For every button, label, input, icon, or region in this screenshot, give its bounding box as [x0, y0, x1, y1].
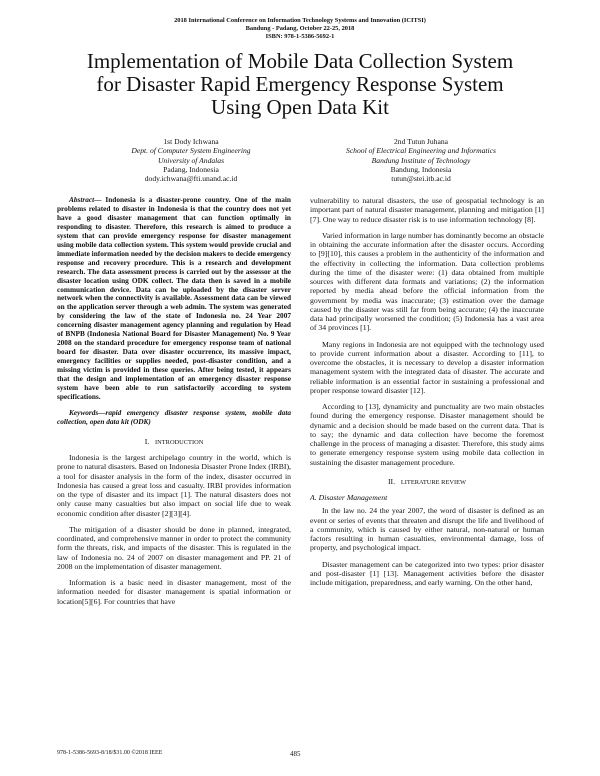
title-line-3: Using Open Data Kit [211, 95, 389, 119]
author-city: Padang, Indonesia [163, 164, 219, 174]
author-email[interactable]: tutun@stei.itb.ac.id [391, 174, 451, 184]
author-department: School of Electrical Engineering and Informatics [346, 146, 496, 156]
conference-name: 2018 International Conference on Information Technology Systems and Innovation (ICITSI) [174, 17, 426, 24]
paragraph: The mitigation of a disaster should be done in planned, integrated, coordinated, and comprehensive manner in order to protect the community form the threats, risk, and impacts of the disaster. This is regulated in the law of Indonesia no. 24 of 2007 on disaster management and PP. 21 of 2008 on the implementation of disaster management. [57, 524, 291, 571]
section-number: I. [144, 436, 150, 446]
right-column [310, 196, 544, 594]
title-line-1: Implementation of Mobile Data Collection System [86, 49, 514, 73]
author-block-2 [306, 137, 536, 183]
keywords-text: —rapid emergency disaster response system, mobile data collection, open data kit (ODK) [57, 407, 291, 426]
author-university: University of Andalas [157, 155, 225, 165]
paragraph: Information is a basic need in disaster management, most of the information needed for disaster management is spatial information or location[5][6]. For countries that have [57, 578, 291, 606]
author-email[interactable]: dody.ichwana@fti.unand.ac.id [144, 174, 238, 184]
section-title: LITERATURE REVIEW [400, 478, 467, 486]
paragraph: In the law no. 24 the year 2007, the word of disaster is defined as an event or series of events that threaten and disrupt the life and livelihood of a community, which is caused by either natural, non-natural or human factors resulting in human casualties, environmental damage, loss of property, and psychological impact. [310, 506, 544, 553]
section-heading-introduction [57, 437, 291, 447]
paragraph: vulnerability to natural disasters, the use of geospatial technology is an important part of natural disaster management, planning and mitigation [1][7]. One way to reduce disaster risk is to use information technology [8]. [310, 196, 544, 224]
author-city: Bandung, Indonesia [390, 164, 452, 174]
paragraph: Many regions in Indonesia are not equipped with the technology used to provide current information about a disaster. According to [11], to overcome the obstacles, it is necessary to develop a disaster information management system with the integrated data of disaster. The accurate and reliable information is an essential factor in sustaining a professional and proper response toward disaster [12]. [310, 339, 544, 395]
copyright-footer: 978-1-5386-5693-8/18/$31.00 ©2018 IEEE [57, 750, 163, 756]
paper-title [40, 50, 560, 119]
subsection-heading: A. Disaster Management [310, 493, 388, 502]
section-heading-literature-review [310, 477, 544, 487]
page-number: 485 [290, 750, 301, 758]
abstract [57, 196, 291, 402]
conference-location-date: Bandung - Padang, October 22-25, 2018 [245, 25, 355, 33]
conference-header [0, 17, 600, 42]
abstract-text: — Indonesia is a disaster-prone country. One of the main problems related to disaster in Indonesia is that the country does not yet have a good disaster management that can function optimally in responding to disaster. Therefore, this research is aimed to produce a system that can provide emergency response for disaster management using mobile data collection system. This system would provide crucial and immediate information needed by the decision makers to decide emergency response and recovery procedure. This is a research and development research. The data assessment process is carried out by the assessor at the disaster location using ODK collect. The data then is saved in a mobile communication device. Data can be uploaded by the disaster server network when the connectivity is available. Assessment data can be viewed on the application server through a web admin. The system was generated by considering the law of the state of Indonesia no. 24 Year 2007 concerning disaster management agency planning and regulation by Head of BNPB (Indonesia National Board for Disaster Management) No. 9 Year 2008 on the standard procedure for emergency response team of national board for disaster. Data over disaster occurrence, its massive impact, emergency facilities or supplies needed, post-disaster condition, and a missing victim is provided in these queries. After being tested, it appears that the design and implementation of an emergency disaster response system have been able to run satisfactorily according to system specifications. [57, 195, 291, 401]
paragraph: Disaster management can be categorized into two types: prior disaster and post-disaster [1] [13]. Management activities before the disaster include mitigation, preparedness, and early warning. On the other hand, [310, 559, 544, 587]
author-name: 1st Dody Ichwana [163, 137, 219, 146]
left-column [57, 196, 291, 613]
keywords-label: Keywords [69, 407, 99, 417]
author-university: Bandung Institute of Technology [371, 155, 471, 165]
conference-isbn: ISBN: 978-1-5386-5692-1 [265, 33, 335, 41]
paragraph: According to [13], dynamicity and punctuality are two main obstacles found during the emergency response. Disaster management should be dynamic and a decision should be made based on the current data. That is to say; the dynamic and data collection have become the foremost challenge in the process of managing a disaster. Therefore, this study aims to generate emergency response system using mobile data collection in sustaining the disaster management procedure. [310, 402, 544, 467]
paragraph: Indonesia is the largest archipelago country in the world, which is prone to natural disasters. Based on Indonesia Disaster Prone Index (IRBI), a tool for disaster analysis in the form of the index, disaster occurred in Indonesia has caused a great loss and casualty. IRBI provides information on the type of disaster and its impact [1]. The natural disasters does not only cause many casualties but also impact on social life due to weak economic condition after disaster [2][3][4]. [57, 453, 291, 518]
abstract-label: Abstract [69, 195, 95, 204]
author-department: Dept. of Computer System Engineering [131, 146, 251, 156]
title-line-2: for Disaster Rapid Emergency Response System [96, 72, 504, 96]
paragraph: Varied information in large number has dominantly become an obstacle in obtaining the accurate information after the disaster occurs. According to [9][10], this causes a problem in the authenticity of the information and the effectivity in collecting the information. Data collection problems during the time of the disaster were: (1) data obtained from multiple sources with different data formats and variations; (2) the information reported by media ahead before the official information from the government by media was inaccurate; (3) estimation over the damage caused by the disaster was still far from being accurate; (4) the inaccurate data had principally worsened the condition; (5) Indonesia has a vast area of 34 provinces [1]. [310, 230, 544, 333]
keywords [57, 409, 291, 427]
section-number: II. [387, 476, 396, 486]
author-block-1 [76, 137, 306, 183]
author-name: 2nd Tutun Juhana [393, 137, 448, 146]
section-title: INTRODUCTION [155, 438, 204, 446]
